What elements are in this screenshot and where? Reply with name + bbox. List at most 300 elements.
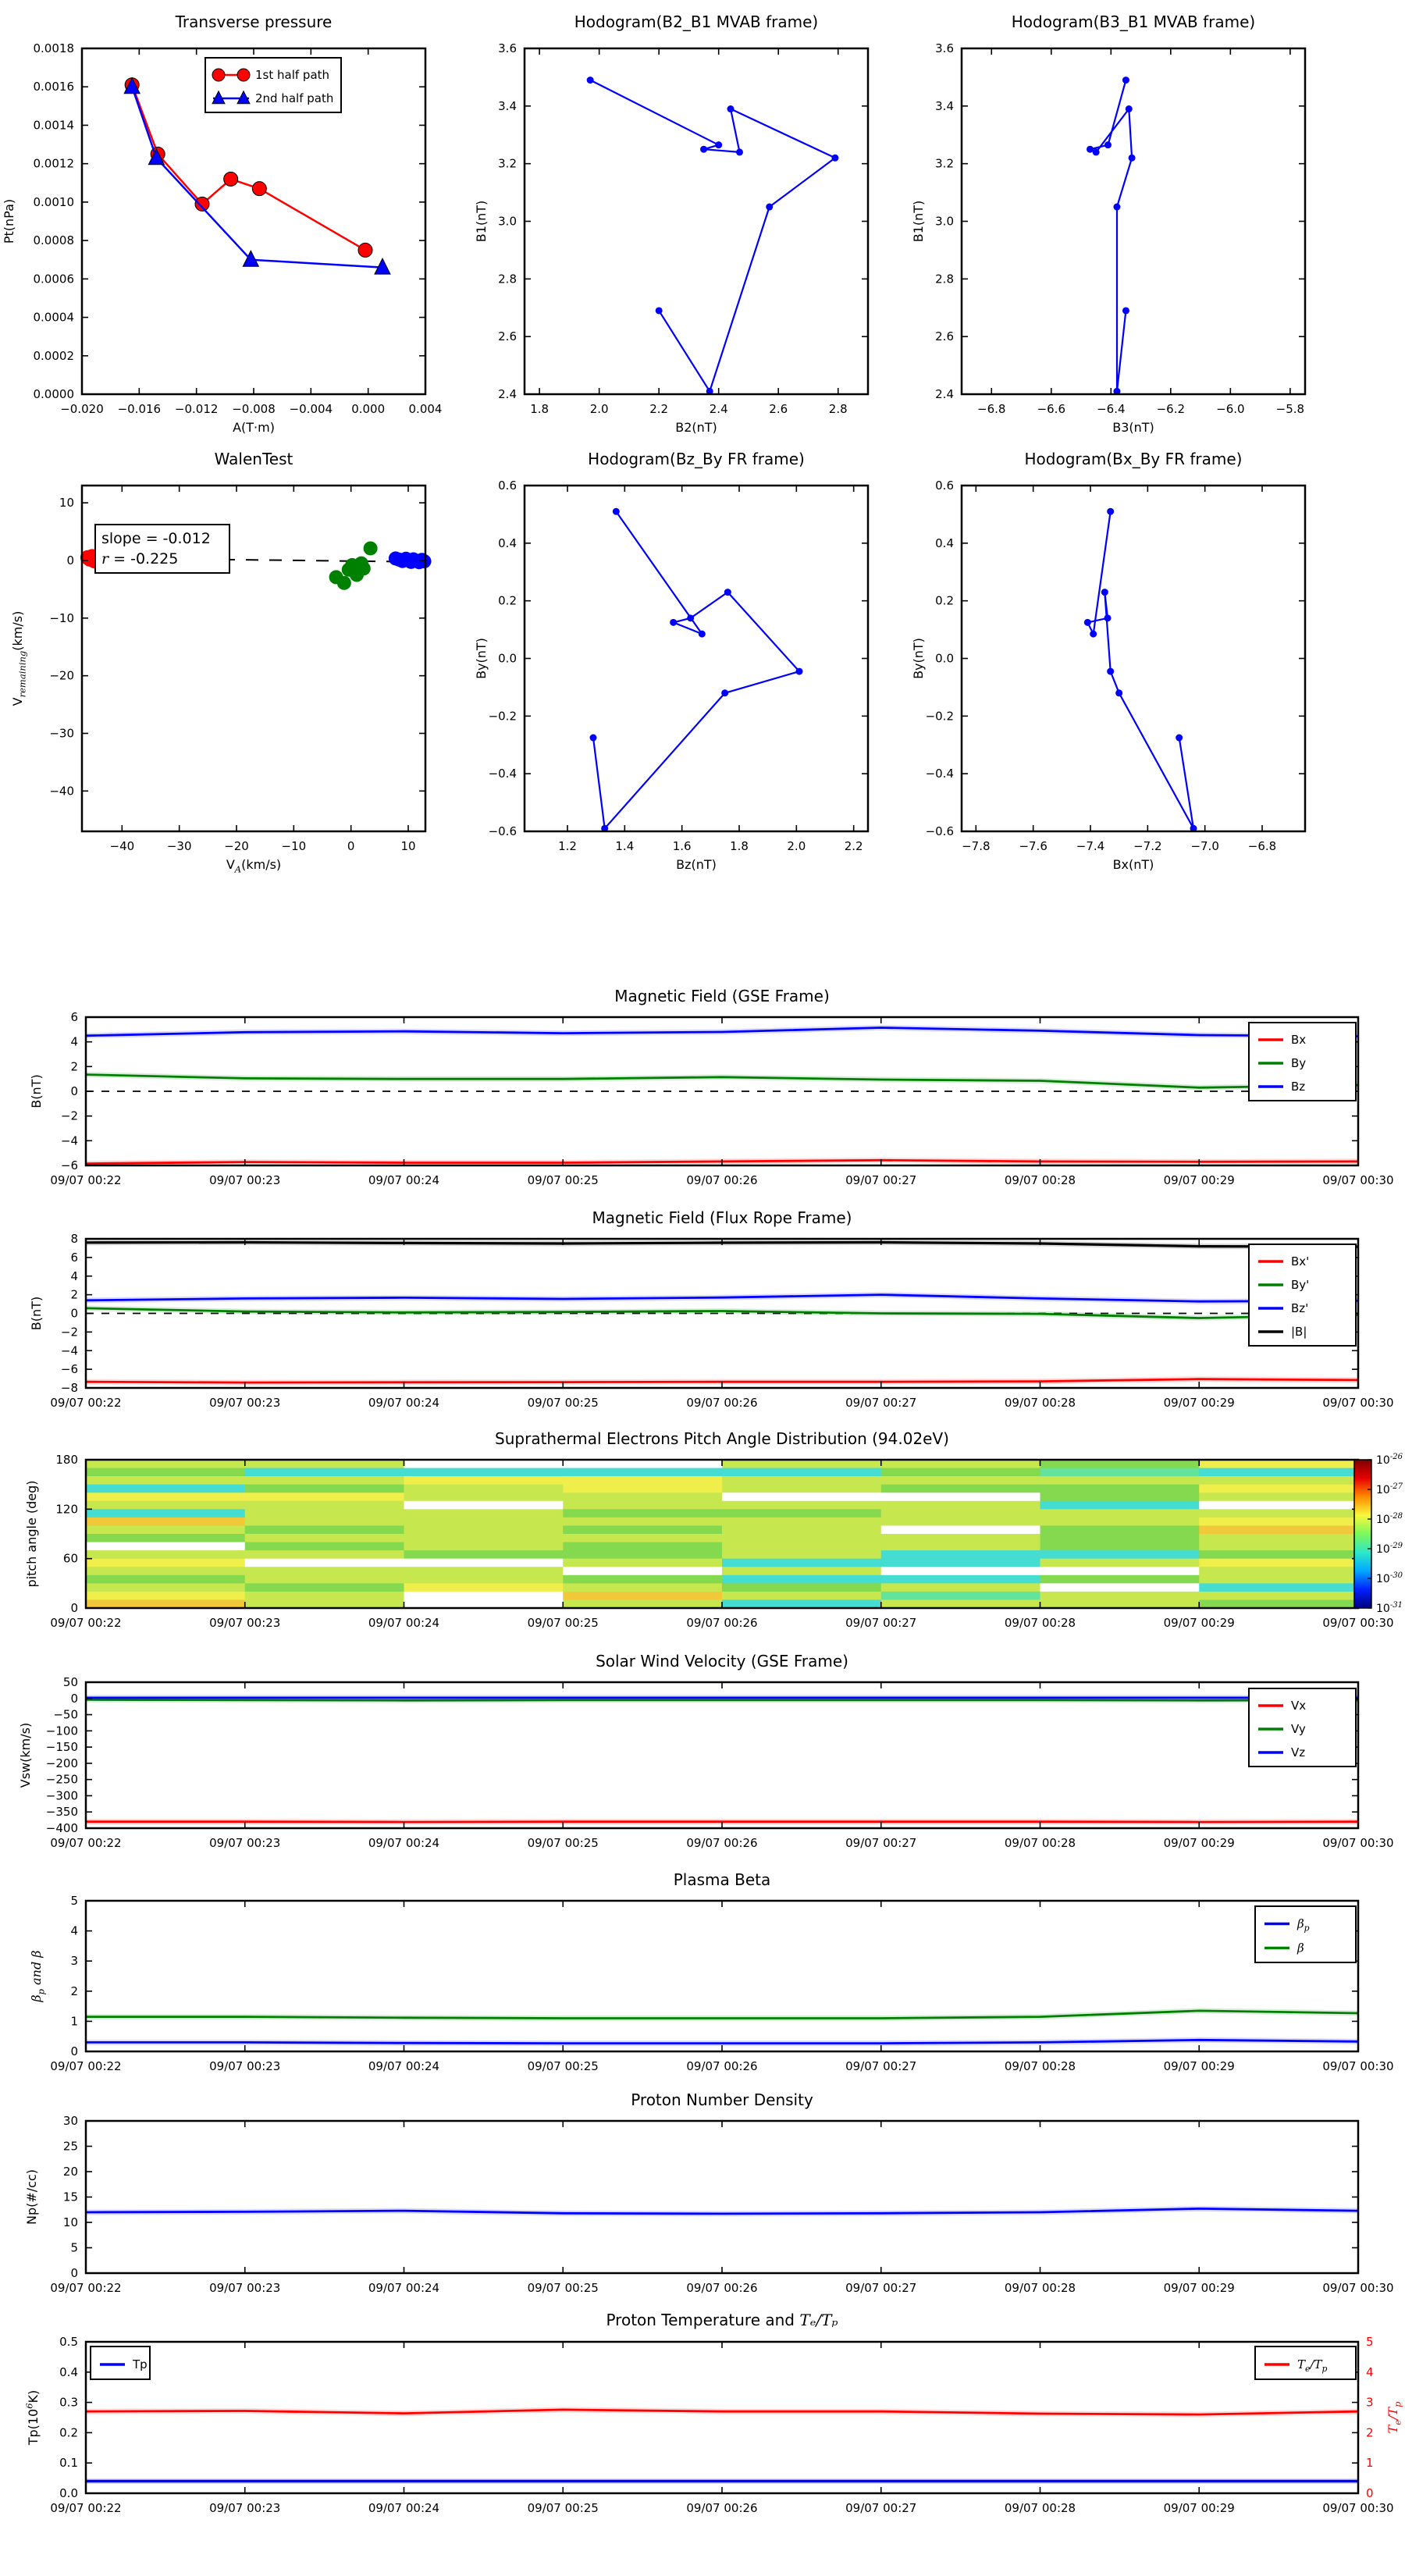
svg-text:0: 0: [347, 839, 355, 853]
svg-text:0: 0: [70, 2266, 78, 2280]
svg-text:−7.0: −7.0: [1190, 839, 1219, 853]
svg-text:09/07 00:30: 09/07 00:30: [1322, 2501, 1394, 2515]
x-axis-label: Bx(nT): [1112, 857, 1154, 872]
x-axis-label: A(T·m): [233, 420, 275, 435]
svg-text:09/07 00:26: 09/07 00:26: [686, 2059, 758, 2073]
y-axis-label: By(nT): [911, 638, 926, 679]
svg-text:09/07 00:29: 09/07 00:29: [1163, 2501, 1235, 2515]
svg-text:Bx: Bx: [1291, 1033, 1307, 1047]
svg-text:−6.2: −6.2: [1156, 402, 1186, 416]
svg-text:20: 20: [62, 2165, 78, 2179]
svg-text:−0.020: −0.020: [60, 402, 104, 416]
svg-text:slope = -0.012: slope = -0.012: [101, 530, 211, 547]
title-walen-test: WalenTest: [214, 450, 293, 468]
svg-text:2.0: 2.0: [787, 839, 806, 853]
title-hodogram-b3b1: Hodogram(B3_B1 MVAB frame): [1011, 12, 1256, 31]
svg-text:−5.8: −5.8: [1275, 402, 1305, 416]
svg-text:09/07 00:28: 09/07 00:28: [1004, 2501, 1076, 2515]
svg-text:−50: −50: [53, 1707, 78, 1722]
axes-box: [962, 48, 1305, 394]
svg-text:180: 180: [55, 1453, 78, 1467]
svg-text:−0.4: −0.4: [488, 767, 517, 781]
svg-text:−0.6: −0.6: [488, 824, 517, 838]
svg-text:2.2: 2.2: [844, 839, 863, 853]
svg-text:09/07 00:30: 09/07 00:30: [1322, 1616, 1394, 1630]
x-axis-label: B2(nT): [675, 420, 717, 435]
svg-text:09/07 00:28: 09/07 00:28: [1004, 1836, 1076, 1850]
title-mag-fr: Magnetic Field (Flux Rope Frame): [592, 1208, 852, 1227]
plot-hodogram-b2b1: [468, 0, 905, 449]
plot-walen-test: [0, 437, 468, 917]
svg-text:1st half path: 1st half path: [255, 68, 330, 82]
y-axis-label: By(nT): [474, 638, 489, 679]
svg-text:09/07 00:25: 09/07 00:25: [527, 2501, 599, 2515]
axis-ticks: [962, 48, 1305, 394]
svg-text:09/07 00:26: 09/07 00:26: [686, 2281, 758, 2295]
svg-text:0.004: 0.004: [408, 402, 443, 416]
svg-text:1.6: 1.6: [672, 839, 692, 853]
svg-text:0.4: 0.4: [935, 535, 954, 550]
title-plasma-beta: Plasma Beta: [673, 1870, 771, 1889]
svg-text:0.0: 0.0: [59, 2486, 78, 2500]
series-Bz: [86, 1028, 1358, 1037]
svg-text:Vz: Vz: [1291, 1745, 1306, 1759]
series-Bz_By path: [590, 508, 803, 832]
svg-text:1: 1: [1366, 2456, 1374, 2471]
y-axis-label: Pt(nPa): [2, 198, 16, 244]
svg-text:0: 0: [1366, 2486, 1374, 2500]
legend: [1249, 1244, 1356, 1346]
svg-text:3.2: 3.2: [498, 156, 517, 171]
series-Np: [86, 2208, 1358, 2214]
legend-right: [1255, 2347, 1356, 2379]
svg-text:09/07 00:22: 09/07 00:22: [50, 2059, 122, 2073]
plot-hodogram-bxby: [905, 437, 1405, 917]
axes-box: [962, 486, 1305, 831]
svg-text:0: 0: [70, 1601, 78, 1615]
svg-text:09/07 00:24: 09/07 00:24: [368, 2501, 440, 2515]
svg-text:0.0014: 0.0014: [33, 118, 74, 133]
x-axis-label: B3(nT): [1112, 420, 1154, 435]
svg-text:09/07 00:30: 09/07 00:30: [1322, 2059, 1394, 2073]
svg-text:09/07 00:22: 09/07 00:22: [50, 1396, 122, 1410]
svg-text:−100: −100: [45, 1724, 78, 1738]
svg-text:25: 25: [62, 2139, 78, 2154]
axis-ticks: [525, 486, 868, 831]
svg-text:0.2: 0.2: [59, 2425, 78, 2440]
svg-text:0.0: 0.0: [498, 651, 517, 666]
y-axis-label: pitch angle (deg): [24, 1480, 39, 1588]
svg-text:09/07 00:27: 09/07 00:27: [845, 1396, 917, 1410]
svg-text:0: 0: [66, 553, 74, 568]
svg-text:09/07 00:28: 09/07 00:28: [1004, 1396, 1076, 1410]
axis-ticks: [86, 1901, 1358, 2051]
svg-text:5: 5: [1366, 2335, 1374, 2349]
svg-text:−20: −20: [224, 839, 249, 853]
y-axis-label: $V_{remaining}(km/s)$: [10, 610, 28, 706]
svg-text:3.2: 3.2: [935, 156, 954, 171]
svg-text:15: 15: [62, 2190, 78, 2204]
series-B2_B1 path: [587, 76, 839, 395]
title-mag-gse: Magnetic Field (GSE Frame): [614, 987, 830, 1005]
svg-text:|B|: |B|: [1291, 1325, 1307, 1339]
svg-text:09/07 00:24: 09/07 00:24: [368, 2059, 440, 2073]
svg-text:−40: −40: [49, 784, 74, 799]
series-beta: [86, 2011, 1358, 2019]
svg-text:−200: −200: [45, 1756, 78, 1770]
svg-text:09/07 00:23: 09/07 00:23: [209, 2501, 281, 2515]
y-axis-label: B1(nT): [474, 200, 489, 243]
svg-text:0: 0: [70, 2044, 78, 2058]
svg-text:−2: −2: [60, 1108, 78, 1123]
svg-text:10-26: $10^{-26}$: [1376, 1453, 1403, 1467]
svg-text:09/07 00:27: 09/07 00:27: [845, 2501, 917, 2515]
x-axis-label: $V_A(km/s)$: [226, 857, 282, 875]
svg-text:09/07 00:22: 09/07 00:22: [50, 2501, 122, 2515]
legend: [1249, 1688, 1356, 1767]
plot-pitch-angle: [0, 1423, 1405, 1646]
axes-box: [86, 2121, 1358, 2273]
y2-axis-label: $T_e/T_p$: [1385, 2401, 1403, 2434]
svg-text:1.8: 1.8: [730, 839, 749, 853]
svg-text:09/07 00:24: 09/07 00:24: [368, 1396, 440, 1410]
axes-box: [525, 486, 868, 831]
plot-hodogram-b3b1: [905, 0, 1405, 449]
svg-text:0: 0: [70, 1306, 78, 1321]
svg-text:Bx': Bx': [1291, 1254, 1310, 1268]
svg-text:6: 6: [70, 1010, 78, 1024]
svg-text:10-30: $10^{-30}$: [1376, 1571, 1403, 1585]
svg-text:2.4: 2.4: [935, 387, 954, 401]
svg-text:2: 2: [70, 1059, 78, 1074]
svg-text:−20: −20: [49, 668, 74, 683]
svg-text:0.0004: 0.0004: [33, 310, 74, 325]
svg-text:0.6: 0.6: [498, 479, 517, 493]
svg-text:3.4: 3.4: [935, 98, 954, 113]
axes-box: [525, 48, 868, 394]
title-transverse-pressure: Transverse pressure: [175, 12, 333, 31]
svg-text:09/07 00:30: 09/07 00:30: [1322, 2281, 1394, 2295]
svg-text:3.6: 3.6: [498, 41, 517, 55]
svg-text:1.2: 1.2: [558, 839, 577, 853]
svg-text:−0.2: −0.2: [925, 709, 954, 724]
svg-text:Vy: Vy: [1291, 1722, 1306, 1736]
axis-tick-labels: [498, 41, 848, 416]
svg-text:By: By: [1291, 1056, 1307, 1070]
axis-ticks: [86, 2342, 1358, 2493]
svg-text:2.6: 2.6: [769, 402, 788, 416]
svg-text:−0.4: −0.4: [925, 767, 954, 781]
svg-text:0.0018: 0.0018: [33, 41, 74, 55]
svg-text:−400: −400: [45, 1821, 78, 1835]
title-hodogram-bxby: Hodogram(Bx_By FR frame): [1024, 450, 1243, 468]
svg-text:4: 4: [70, 1268, 78, 1283]
svg-text:−6.0: −6.0: [1216, 402, 1245, 416]
heatmap-cells: [86, 1460, 1359, 1609]
svg-text:Bz': Bz': [1291, 1301, 1309, 1315]
svg-text:−6.6: −6.6: [1037, 402, 1066, 416]
plot-hodogram-bzby: [468, 437, 905, 917]
svg-text:09/07 00:24: 09/07 00:24: [368, 1173, 440, 1187]
svg-text:09/07 00:29: 09/07 00:29: [1163, 1173, 1235, 1187]
svg-text:By': By': [1291, 1278, 1310, 1292]
svg-text:09/07 00:28: 09/07 00:28: [1004, 2281, 1076, 2295]
series-beta_p: [86, 2040, 1358, 2043]
svg-text:09/07 00:25: 09/07 00:25: [527, 1396, 599, 1410]
title-proton-temp: Proton Temperature and Tₑ/Tₚ: [606, 2311, 838, 2329]
svg-text:2.8: 2.8: [828, 402, 848, 416]
legend: [91, 2347, 150, 2379]
legend: [1255, 1906, 1356, 1962]
svg-text:09/07 00:23: 09/07 00:23: [209, 1616, 281, 1630]
svg-text:09/07 00:29: 09/07 00:29: [1163, 1396, 1235, 1410]
series-middle pts: [329, 541, 378, 589]
plot-plasma-beta: [0, 1864, 1405, 2088]
svg-text:0.000: 0.000: [351, 402, 386, 416]
svg-text:09/07 00:29: 09/07 00:29: [1163, 2281, 1235, 2295]
series-Bz': [86, 1295, 1358, 1302]
y-axis-label: Vsw(km/s): [18, 1722, 33, 1788]
svg-text:0.0008: 0.0008: [33, 233, 74, 248]
svg-text:Vx: Vx: [1291, 1699, 1307, 1713]
plot-transverse-pressure: [0, 0, 468, 449]
svg-text:−6.4: −6.4: [1097, 402, 1126, 416]
svg-text:3: 3: [70, 1954, 78, 1969]
axes-box: [86, 1682, 1358, 1828]
axis-tick-labels: [926, 479, 1277, 853]
svg-text:1: 1: [70, 2014, 78, 2029]
svg-text:09/07 00:28: 09/07 00:28: [1004, 2059, 1076, 2073]
svg-text:−7.8: −7.8: [962, 839, 991, 853]
svg-text:5: 5: [70, 1894, 78, 1908]
svg-text:09/07 00:29: 09/07 00:29: [1163, 1836, 1235, 1850]
plot-proton-temp: [0, 2304, 1405, 2554]
svg-text:10-29: $10^{-29}$: [1376, 1542, 1403, 1556]
svg-text:09/07 00:22: 09/07 00:22: [50, 2281, 122, 2295]
svg-text:−0.004: −0.004: [289, 402, 333, 416]
svg-text:09/07 00:23: 09/07 00:23: [209, 1396, 281, 1410]
svg-text:09/07 00:25: 09/07 00:25: [527, 2059, 599, 2073]
svg-text:0.5: 0.5: [59, 2335, 78, 2349]
svg-text:09/07 00:30: 09/07 00:30: [1322, 1836, 1394, 1850]
svg-text:0.6: 0.6: [935, 479, 954, 493]
svg-text:0.0002: 0.0002: [33, 348, 74, 363]
svg-text:2.4: 2.4: [498, 387, 517, 401]
svg-text:3: 3: [1366, 2395, 1374, 2410]
svg-text:09/07 00:27: 09/07 00:27: [845, 1836, 917, 1850]
svg-text:8: 8: [70, 1232, 78, 1246]
svg-text:09/07 00:28: 09/07 00:28: [1004, 1173, 1076, 1187]
svg-text:1.8: 1.8: [530, 402, 550, 416]
svg-text:−0.016: −0.016: [117, 402, 162, 416]
svg-text:−30: −30: [49, 726, 74, 741]
svg-text:10: 10: [62, 2215, 78, 2229]
svg-text:10: 10: [59, 496, 74, 511]
svg-text:0.2: 0.2: [498, 593, 517, 608]
axis-ticks: [86, 1682, 1358, 1828]
svg-text:0.0006: 0.0006: [33, 272, 74, 286]
svg-text:−7.4: −7.4: [1076, 839, 1105, 853]
svg-text:09/07 00:23: 09/07 00:23: [209, 1836, 281, 1850]
svg-text:09/07 00:30: 09/07 00:30: [1322, 1173, 1394, 1187]
svg-text:0.4: 0.4: [498, 535, 517, 550]
title-hodogram-b2b1: Hodogram(B2_B1 MVAB frame): [574, 12, 819, 31]
svg-text:−8: −8: [60, 1381, 78, 1395]
svg-text:2: 2: [1366, 2425, 1374, 2440]
svg-text:09/07 00:23: 09/07 00:23: [209, 2059, 281, 2073]
svg-text:−150: −150: [45, 1740, 78, 1755]
title-proton-density: Proton Number Density: [631, 2090, 813, 2109]
axis-tick-labels: [489, 479, 863, 853]
svg-text:0.1: 0.1: [59, 2456, 78, 2471]
svg-text:2.4: 2.4: [709, 402, 728, 416]
svg-text:−10: −10: [281, 839, 307, 853]
series-Te/Tp: [86, 2410, 1358, 2414]
svg-text:120: 120: [55, 1502, 78, 1517]
svg-text:09/07 00:22: 09/07 00:22: [50, 1173, 122, 1187]
svg-text:0.4: 0.4: [59, 2364, 78, 2379]
svg-text:0.0012: 0.0012: [33, 156, 74, 171]
svg-text:−30: −30: [166, 839, 192, 853]
svg-text:−7.6: −7.6: [1019, 839, 1048, 853]
svg-text:2.6: 2.6: [498, 329, 517, 344]
y-axis-label: B(nT): [29, 1296, 44, 1331]
svg-text:−6.8: −6.8: [1247, 839, 1277, 853]
svg-text:−0.2: −0.2: [488, 709, 517, 724]
svg-text:2.6: 2.6: [935, 329, 954, 344]
svg-text:2.8: 2.8: [498, 272, 517, 286]
annotation-box: [95, 525, 229, 573]
axis-ticks: [962, 486, 1305, 831]
y-axis-label: $\beta_p$ and β: [29, 1950, 47, 2002]
series-B3_B1 path: [1087, 76, 1136, 395]
y-axis-label: B1(nT): [911, 200, 926, 243]
legend: [1249, 1023, 1356, 1101]
svg-text:0.0010: 0.0010: [33, 194, 74, 209]
svg-text:βp: $\beta_p$: [1297, 1916, 1310, 1934]
title-hodogram-bzby: Hodogram(Bz_By FR frame): [588, 450, 805, 468]
svg-text:09/07 00:26: 09/07 00:26: [686, 1396, 758, 1410]
svg-text:2.8: 2.8: [935, 272, 954, 286]
svg-text:4: 4: [70, 1034, 78, 1049]
svg-text:50: 50: [62, 1675, 78, 1689]
svg-text:−0.012: −0.012: [174, 402, 219, 416]
svg-text:09/07 00:26: 09/07 00:26: [686, 2501, 758, 2515]
svg-text:09/07 00:26: 09/07 00:26: [686, 1173, 758, 1187]
svg-text:−7.2: −7.2: [1133, 839, 1162, 853]
svg-text:09/07 00:29: 09/07 00:29: [1163, 2059, 1235, 2073]
svg-text:−0.6: −0.6: [925, 824, 954, 838]
svg-text:−6.8: −6.8: [977, 402, 1006, 416]
series-Bx_By path: [1084, 508, 1197, 832]
plot-mag-gse: [0, 980, 1405, 1206]
axis-ticks: [86, 2121, 1358, 2273]
svg-text:09/07 00:22: 09/07 00:22: [50, 1836, 122, 1850]
title-vsw: Solar Wind Velocity (GSE Frame): [596, 1652, 848, 1670]
svg-text:1.4: 1.4: [615, 839, 635, 853]
plot-mag-fr: [0, 1202, 1405, 1427]
y-axis-label: Np(#/cc): [24, 2169, 39, 2225]
svg-text:09/07 00:29: 09/07 00:29: [1163, 1616, 1235, 1630]
svg-text:0.2: 0.2: [935, 593, 954, 608]
svg-text:09/07 00:27: 09/07 00:27: [845, 1173, 917, 1187]
svg-text:−6: −6: [60, 1362, 78, 1377]
svg-text:Tp: Tp: [133, 2357, 148, 2371]
svg-text:−40: −40: [109, 839, 135, 853]
svg-text:3.0: 3.0: [498, 214, 517, 229]
svg-text:09/07 00:27: 09/07 00:27: [845, 2281, 917, 2295]
svg-text:09/07 00:27: 09/07 00:27: [845, 2059, 917, 2073]
svg-text:10-31: $10^{-31}$: [1376, 1601, 1403, 1615]
svg-text:3.0: 3.0: [935, 214, 954, 229]
svg-text:09/07 00:22: 09/07 00:22: [50, 1616, 122, 1630]
svg-text:09/07 00:26: 09/07 00:26: [686, 1616, 758, 1630]
svg-text:09/07 00:27: 09/07 00:27: [845, 1616, 917, 1630]
svg-text:−2: −2: [60, 1325, 78, 1340]
x-axis-label: Bz(nT): [676, 857, 717, 872]
svg-text:60: 60: [62, 1551, 78, 1566]
svg-text:−0.008: −0.008: [232, 402, 276, 416]
svg-text:09/07 00:25: 09/07 00:25: [527, 2281, 599, 2295]
title-pitch-angle: Suprathermal Electrons Pitch Angle Distribution (94.02eV): [495, 1429, 949, 1448]
y-axis-label: $Tp(10^6K)$: [23, 2389, 41, 2446]
svg-text:−350: −350: [45, 1805, 78, 1820]
svg-text:0: 0: [70, 1084, 78, 1098]
svg-text:2.2: 2.2: [649, 402, 669, 416]
y-axis-label: B(nT): [29, 1074, 44, 1108]
svg-text:6: 6: [70, 1250, 78, 1265]
svg-text:4: 4: [70, 1923, 78, 1938]
svg-text:0.0000: 0.0000: [33, 387, 74, 401]
svg-text:5: 5: [70, 2240, 78, 2255]
plot-vsw: [0, 1646, 1405, 1868]
svg-text:30: 30: [62, 2114, 78, 2128]
svg-text:Te/Tp: $T_e/T_p$: [1297, 2357, 1328, 2375]
svg-text:09/07 00:28: 09/07 00:28: [1004, 1616, 1076, 1630]
svg-text:09/07 00:25: 09/07 00:25: [527, 1836, 599, 1850]
svg-text:3.6: 3.6: [935, 41, 954, 55]
svg-text:09/07 00:24: 09/07 00:24: [368, 1836, 440, 1850]
svg-text:09/07 00:25: 09/07 00:25: [527, 1616, 599, 1630]
svg-text:2.0: 2.0: [589, 402, 609, 416]
svg-text:2: 2: [70, 1287, 78, 1302]
svg-text:0: 0: [70, 1691, 78, 1706]
svg-text:10-27: $10^{-27}$: [1376, 1482, 1403, 1496]
svg-text:−250: −250: [45, 1772, 78, 1787]
svg-text:09/07 00:25: 09/07 00:25: [527, 1173, 599, 1187]
svg-text:2: 2: [70, 1984, 78, 1998]
svg-text:−4: −4: [60, 1343, 78, 1358]
svg-text:09/07 00:23: 09/07 00:23: [209, 2281, 281, 2295]
svg-text:0.3: 0.3: [59, 2395, 78, 2410]
svg-text:10: 10: [400, 839, 416, 853]
svg-text:β: β: [1297, 1941, 1304, 1955]
svg-text:09/07 00:24: 09/07 00:24: [368, 1616, 440, 1630]
axis-ticks: [525, 48, 868, 394]
series-By: [86, 1075, 1358, 1088]
axes-box: [86, 2342, 1358, 2493]
svg-text:Bz: Bz: [1291, 1080, 1306, 1094]
svg-text:09/07 00:26: 09/07 00:26: [686, 1836, 758, 1850]
svg-text:2nd half path: 2nd half path: [255, 91, 334, 105]
svg-text:3.4: 3.4: [498, 98, 517, 113]
svg-text:−4: −4: [60, 1133, 78, 1148]
axes-box: [86, 1901, 1358, 2051]
legend: [205, 58, 341, 112]
svg-text:0.0016: 0.0016: [33, 80, 74, 94]
svg-text:r = -0.225: r = -0.225: [101, 550, 179, 568]
svg-text:10-28: $10^{-28}$: [1376, 1512, 1403, 1526]
